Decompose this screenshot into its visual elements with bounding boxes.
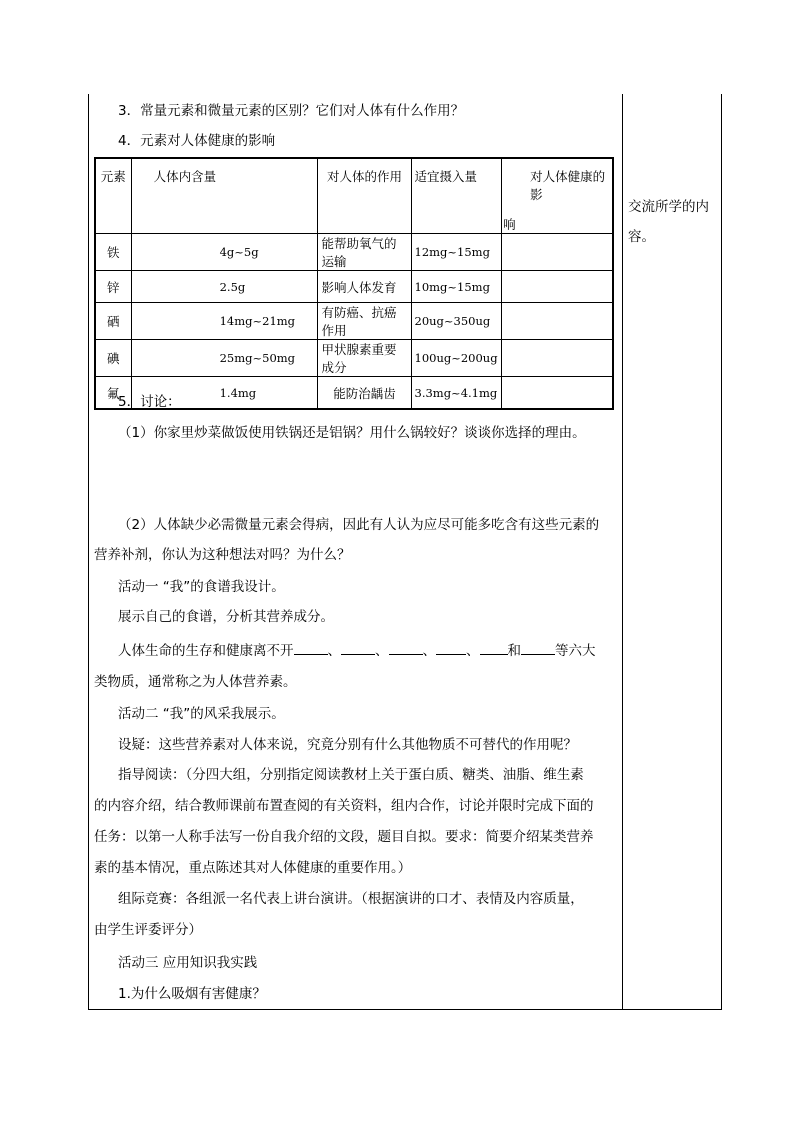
header-role: 对人体的作用 (318, 158, 411, 234)
question-setup: 设疑：这些营养素对人体来说，究竟分别有什么其他物质不可替代的作用呢？ (118, 737, 577, 753)
activity-3-question-1: 1.为什么吸烟有害健康？ (118, 986, 266, 1002)
side-note-line1: 交流所学的内 (628, 199, 709, 215)
question-5-2-line2: 营养补剂，你认为这种想法对吗？为什么？ (94, 547, 351, 563)
question-5-2-line1: （2）人体缺少必需微量元素会得病，因此有人认为应尽可能多吃含有这些元素的 (118, 517, 600, 533)
blank-6[interactable] (521, 640, 555, 655)
nutrient-line2: 类物质，通常称之为人体营养素。 (94, 674, 297, 690)
question-5: 5．讨论： (118, 394, 181, 410)
activity-1-title: 活动一 “我”的食谱我设计。 (118, 579, 285, 595)
activity-2-title: 活动二 “我”的风采我展示。 (118, 706, 285, 722)
header-health (502, 158, 613, 234)
contest-line1: 组际竞赛：各组派一名代表上讲台演讲。（根据演讲的口才、表情及内容质量， (118, 891, 584, 907)
table-row: 硒 14mg~21mg 有防癌、抗癌作用 20ug~350ug (95, 303, 613, 340)
header-health-line1: 对人体健康的影 (530, 169, 606, 202)
activity-3-title: 活动三 应用知识我实践 (118, 955, 258, 971)
header-element: 元素 (95, 158, 131, 234)
table-header-row (95, 158, 613, 234)
nutrient-fill-line: 人体生命的生存和健康离不开 、 、 、 、 和 等六大 (118, 640, 596, 661)
header-health-line2: 响 (503, 217, 516, 232)
guide-line3: 任务：以第一人称手法写一份自我介绍的文段，题目自拟。要求：简要介绍某类营养 (94, 829, 594, 845)
guide-line4: 素的基本情况，重点陈述其对人体健康的重要作用。） (94, 860, 412, 876)
table-row: 碘 25mg~50mg 甲状腺素重要成分 100ug~200ug (95, 340, 613, 377)
question-4: 4．元素对人体健康的影响 (118, 133, 276, 149)
bottom-border (88, 1009, 722, 1010)
blank-5[interactable] (480, 640, 508, 655)
guide-line2: 的内容介绍，结合教师课前布置查阅的有关资料，组内合作，讨论并限时完成下面的 (94, 798, 594, 814)
blank-3[interactable] (389, 640, 423, 655)
middle-border (622, 94, 623, 1010)
table-row: 锌 2.5g 影响人体发育 10mg~15mg (95, 271, 613, 303)
left-border (88, 94, 89, 1010)
header-content: 人体内含量 (131, 158, 318, 234)
header-intake: 适宜摄入量 (411, 158, 502, 234)
question-3: 3．常量元素和微量元素的区别？它们对人体有什么作用？ (118, 103, 465, 119)
side-note-line2: 容。 (628, 229, 655, 245)
contest-line2: 由学生评委评分） (94, 922, 202, 938)
right-border (721, 94, 722, 1010)
table-row: 氟 1.4mg 能防治龋齿 3.3mg~4.1mg (95, 377, 613, 410)
blank-4[interactable] (436, 640, 466, 655)
table-row: 铁 4g~5g 能帮助氧气的运输 12mg~15mg (95, 234, 613, 271)
guide-line1: 指导阅读：（分四大组，分别指定阅读教材上关于蛋白质、糖类、油脂、维生素 (118, 767, 584, 783)
question-5-1: （1）你家里炒菜做饭使用铁锅还是铝锅？用什么锅较好？谈谈你选择的理由。 (118, 425, 586, 441)
blank-1[interactable] (294, 640, 328, 655)
activity-1-text: 展示自己的食谱，分析其营养成分。 (118, 609, 334, 625)
blank-2[interactable] (341, 640, 375, 655)
element-health-table (94, 157, 614, 410)
